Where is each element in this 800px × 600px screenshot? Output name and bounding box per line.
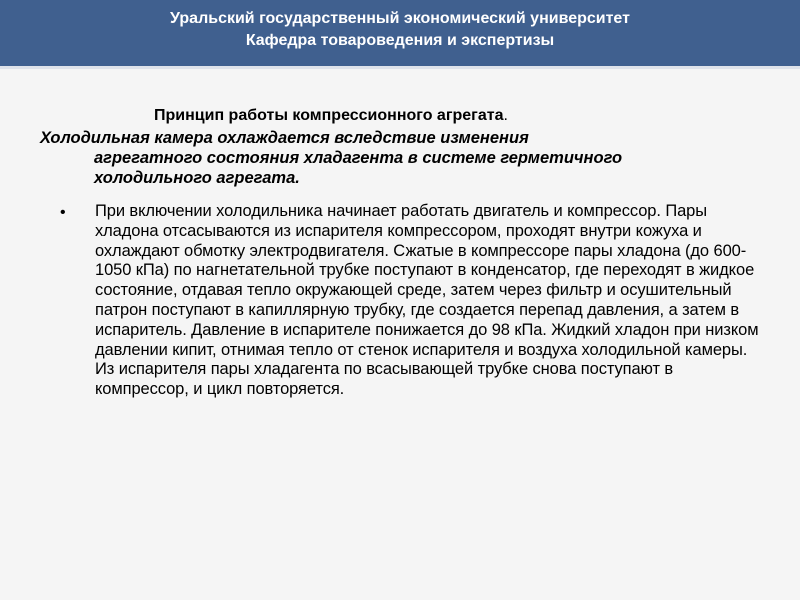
lead-line-1: Холодильная камера охлаждается вследствие изменения bbox=[40, 129, 529, 147]
lead-continuation: агрегатного состояния хладагента в системе герметичного холодильного агрегата. bbox=[94, 149, 623, 187]
body-paragraph: При включении холодильника начинает работать двигатель и компрессор. Пары хладона отсасываются из испарителя компрессором, проходят внутри кожуха и охлаждают обмотку электродвигателя. Сжатые в компрессоре пары хладона (до 600-1050 кПа) по нагнетательной трубке поступают в конденсатор, где переходят в жидкое состояние, отдавая тепло окружающей среде, затем через фильтр и осушительный патрон поступают в капиллярную трубку, где создается перепад давления, а затем в испаритель. Давление в испарителе понижается до 98 кПа. Жидкий хладон при низком давлении кипит, отнимая тепло от стенок испарителя и воздуха холодильной камеры. Из испарителя пары хладагента по всасывающей трубке снова поступают в компрессор, и цикл повторяется. bbox=[95, 202, 759, 399]
lead-paragraph bbox=[40, 128, 740, 188]
header-divider bbox=[0, 66, 800, 69]
department-name: Кафедра товароведения и экспертизы bbox=[245, 32, 555, 49]
slide-title-dot: . bbox=[503, 107, 508, 124]
slide-title-text: Принцип работы компрессионного агрегата bbox=[154, 107, 504, 124]
slide-header bbox=[0, 0, 800, 66]
bullet-marker: • bbox=[60, 204, 66, 221]
slide-title bbox=[154, 106, 508, 126]
university-name: Уральский государственный экономический университет bbox=[170, 10, 630, 27]
